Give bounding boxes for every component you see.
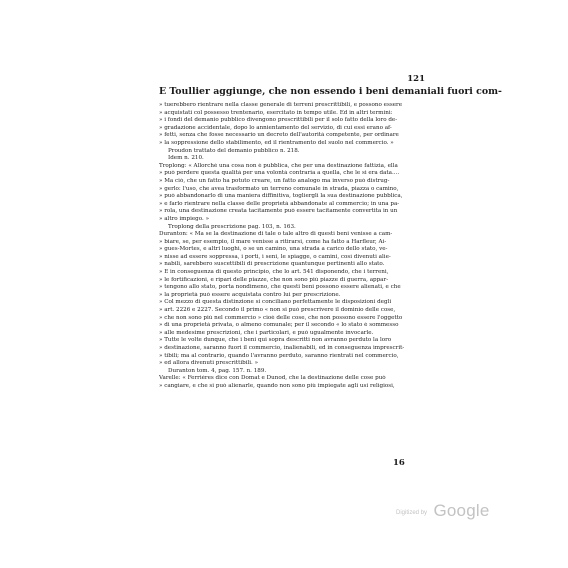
text-line: » la proprietà può essere acquistata contro lui per prescrizione. <box>159 291 341 298</box>
text-line: » tengono allo stato, porta nondimeno, che questi beni possono essere alienati, e che <box>159 284 401 291</box>
text-line: Duranton: « Ma se la destinazione di tale o tale altro di questi beni venisse a cam- <box>159 231 393 238</box>
body-text <box>159 102 425 391</box>
page-heading: E Toullier aggiunge, che non essendo i beni demaniali fuori com- <box>159 86 502 97</box>
text-line: » Col mezzo di questa distinzione si conciliano perfettamente le disposizioni degli <box>159 299 392 306</box>
text-line: » gerlo: l'uso, che avea trasformato un terreno comunale in strada, piazza o camino, <box>159 185 399 192</box>
text-line: » rola, una destinazione creata tacitamente può essere tacitamente convertita in un <box>159 208 398 215</box>
watermark-prefix: Digitized by <box>396 510 428 516</box>
text-line: Proudon trattato del demanio pubblico n. 218. <box>168 147 300 154</box>
text-line: » nisse ad essere soppressa, i porti, i seni, le spiagge, o camini, così divenuti alie- <box>159 253 391 260</box>
text-line: Troplong: « Allorchè una cosa non è pubblica, che per una destinazione fattizia, ella <box>159 162 398 169</box>
page-number: 121 <box>407 74 425 84</box>
text-line: » Tutte le volte dunque, che i beni qui sopra descritti non avranno perduto la loro <box>159 337 392 344</box>
book-page <box>142 74 502 484</box>
text-line: » alle medesime prescrizioni, che i particolari, e può ugualmente invocarle. <box>159 329 374 336</box>
text-line: » tibili; ma al contrario, quando l'avranno perduto, saranno rientrati nel commercio, <box>159 352 399 359</box>
text-line: » destinazione, saranno fuori il commercio, inalienabili, ed in conseguenza imprescrit- <box>159 345 405 351</box>
text-line: » art. 2226 e 2227. Secondo il primo « non si può prescrivere il dominio delle cose, <box>159 307 396 314</box>
text-line: Idem n. 210. <box>168 155 204 162</box>
text-line: » di una proprietà privata, o almeno comunale; per il secondo « lo stato è sommesso <box>159 322 399 329</box>
text-line: » tuerebbero rientrare nella classe generale di terreni prescrittibili, e possono essere <box>159 102 403 108</box>
text-line: » nabili, sarebbero suscettibili di prescrizione quantunque pertinenti allo stato. <box>159 261 385 268</box>
text-line: Troplong della prescrizione pag. 103, n. 163. <box>168 223 296 230</box>
text-line: » i fondi del demanio pubblico divengono prescrittibili per il solo fatto della loro de- <box>159 117 398 124</box>
text-line: Duranton tom. 4, pag. 157. n. 189. <box>168 367 267 374</box>
text-line: » la soppressione dello stabilimento, ed il rientramento del suolo nel commercio. » <box>159 139 394 146</box>
text-line: » biare, se, per esempio, il mare venisse a ritirarsi, come ha fatto a Harfleur, Ai- <box>159 238 387 245</box>
text-line: » può abbandonarlo di una maniera diffinitiva, togliergli la sua destinazione pubblica, <box>159 193 403 200</box>
digitized-by-google-watermark <box>396 501 490 521</box>
text-line: » ed allora divenuti prescrittibili. » <box>159 360 259 367</box>
text-line: » acquistati col possesso trentenario, esercitato in tempo utile. Ed in altri termini: <box>159 109 393 116</box>
text-line: » che non sono più nel commercio » cioè delle cose, che non possono essere l'oggetto <box>159 314 403 321</box>
text-line: » altro impiego. » <box>159 215 209 222</box>
text-line: » e farlo rientrare nella classe delle proprietà abbandonate al commercio; in una pa- <box>159 200 400 207</box>
text-line: » fetti, senza che fosse necessario un decreto dell'autorità competente, per ordinare <box>159 132 399 139</box>
text-line: » Ma ciò, che un fatto ha potuto creare, un fatto analogo ma inverso può distrug- <box>159 177 390 184</box>
text-line: » le fortificazioni, e ripari delle piazze, che non sono più piazze di guerra, appar- <box>159 276 389 283</box>
text-line: » gues-Mortes, e altri luoghi, o se un camino, una strada a carico dello stato, ve- <box>159 246 388 253</box>
text-line: » È in conseguenza di questo principio, che lo art. 541 disponendo, che i terreni, <box>159 269 389 276</box>
signature-mark: 16 <box>393 458 405 468</box>
text-line: » può perdere questa qualità per una volontà contraria a quella, che le si era data.... <box>159 170 400 177</box>
text-line: Varelle: « Ferrières dice con Domat e Dunod, che la destinazione delle cose può <box>159 375 386 382</box>
text-line: » cangiare, e che si può alienarle, quando non sono più impiegate agli usi religiosi, <box>159 382 395 389</box>
google-logo: Google <box>433 501 490 520</box>
text-line: » gradazione accidentale, dopo lo annientamento del servizio, di cui essi erano af- <box>159 124 392 131</box>
